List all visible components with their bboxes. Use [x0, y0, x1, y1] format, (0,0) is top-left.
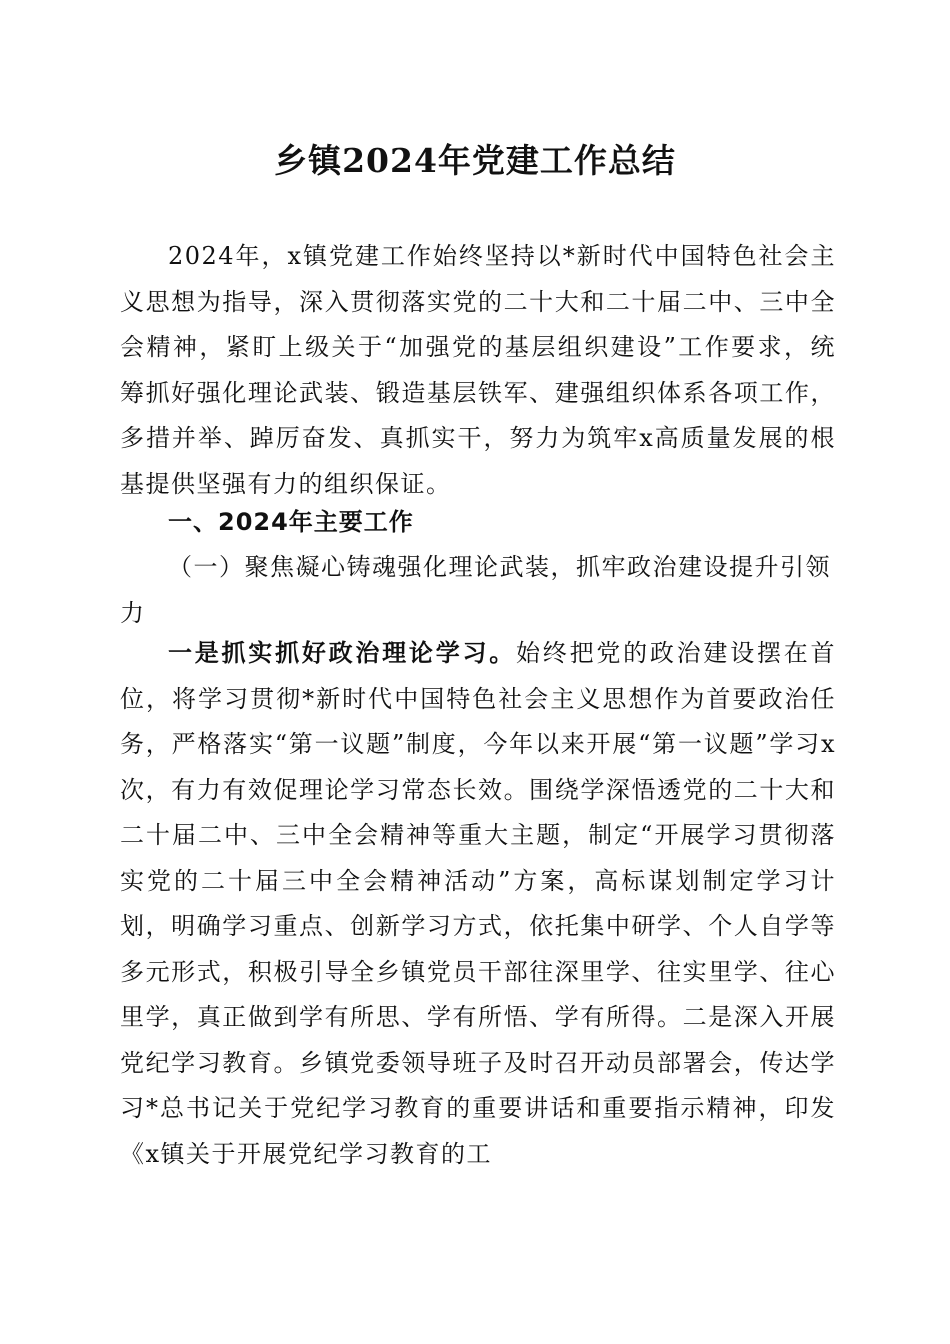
document-title: 乡镇2024年党建工作总结	[274, 141, 676, 180]
paragraph-body: 始终把党的政治建设摆在首位，将学习贯彻*新时代中国特色社会主义思想作为首要政治任务，严格落实“第一议题”制度，今年以来开展“第一议题”学习x次，有力有效促理论学习常态长效。围绕学深悟透党的二十大和二十届二中、三中全会精神等重大主题，制定“开展学习贯彻落实党的二十届三中全会精神活动”方案，高标谋划制定学习计划，明确学习重点、创新学习方式，依托集中研学、个人自学等多元形式，积极引导全乡镇党员干部往深里学、往实里学、往心里学，真正做到学有所思、学有所悟、学有所得。	[120, 639, 837, 1031]
subsection-heading: （一）聚焦凝心铸魂强化理论武装，抓牢政治建设提升引领力	[120, 553, 831, 627]
paragraph-tail: 二是深入开展党纪学习教育。乡镇党委领导班子及时召开动员部署会，传达学习*总书记关于党纪学习教育的重要讲话和重要指示精神，印发《x镇关于开展党纪学习教育的工	[120, 1003, 837, 1168]
body-paragraph	[120, 630, 836, 1177]
section-heading: 一、2024年主要工作	[168, 508, 414, 536]
paragraph-lead: 一是抓实抓好政治理论学习。	[168, 638, 517, 667]
intro-paragraph: 2024年，x镇党建工作始终坚持以*新时代中国特色社会主义思想为指导，深入贯彻落实党的二十大和二十届二中、三中全会精神，紧盯上级关于“加强党的基层组织建设”工作要求，统筹抓好强化理论武装、锻造基层铁军、建强组织体系各项工作，多措并举、踔厉奋发、真抓实干，努力为筑牢x高质量发展的根基提供坚强有力的组织保证。	[120, 242, 836, 498]
